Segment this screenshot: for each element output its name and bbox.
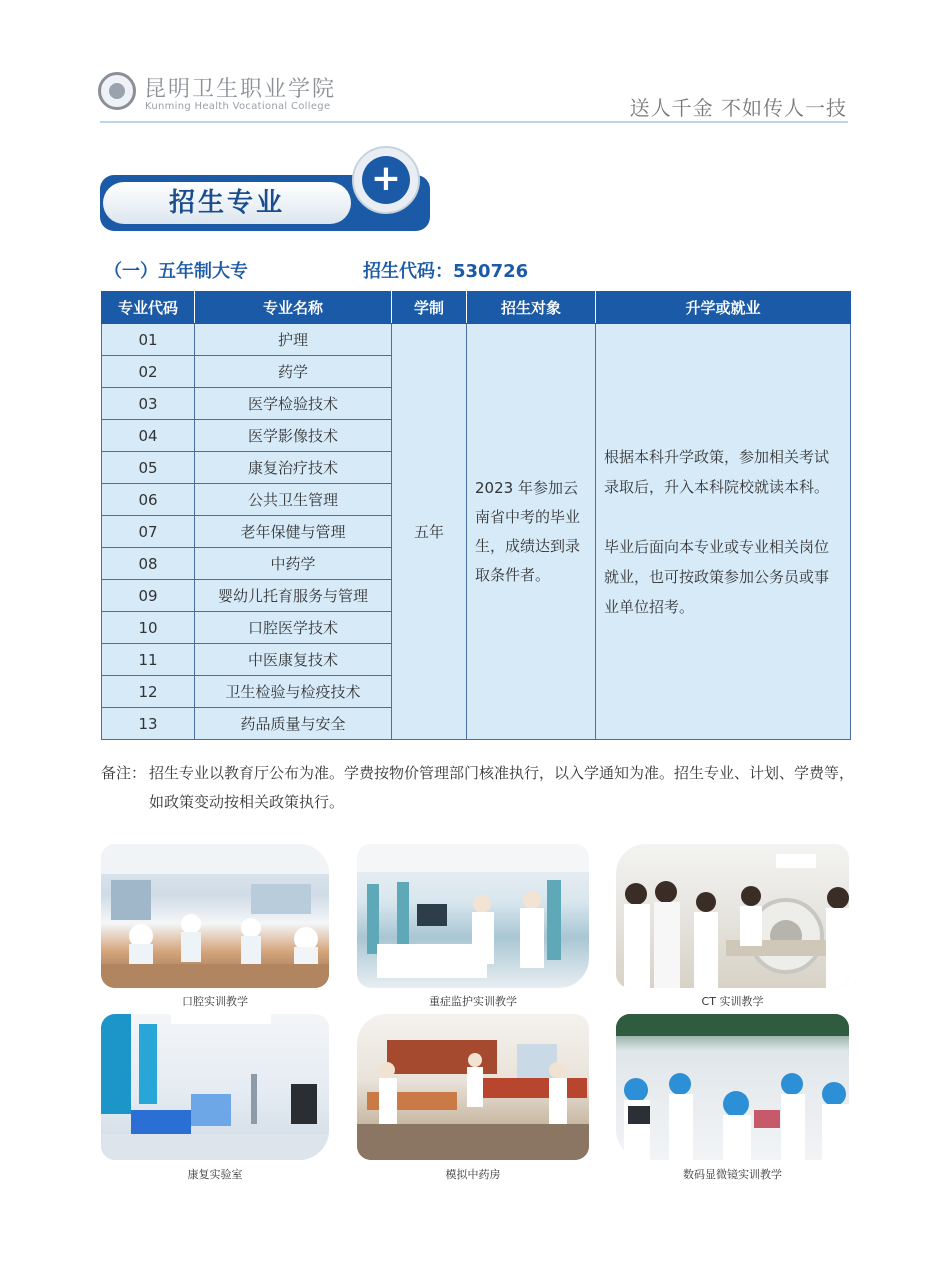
major-code: 06 [102,484,195,516]
major-code: 12 [102,676,195,708]
photo-ct-training [616,844,849,988]
photo-caption: 模拟中药房 [445,1168,501,1181]
plus-icon: + [362,156,410,204]
program-type: （一）五年制大专 [104,261,248,282]
school-name-cn: 昆明卫生职业学院 [144,77,337,102]
footnote [101,759,861,817]
photo-caption: 康复实验室 [187,1168,243,1181]
major-name: 老年保健与管理 [195,516,392,548]
major-name: 康复治疗技术 [195,452,392,484]
career-text-1: 根据本科升学政策，参加相关考试录取后，升入本科院校就读本科。 [604,447,830,496]
photo-caption: 数码显微镜实训教学 [683,1168,782,1181]
footnote-label: 备注： [101,764,147,782]
photo-microscope-training [616,1014,849,1160]
motto: 送人千金 不如传人一技 [629,96,847,120]
major-name: 护理 [195,324,392,356]
major-name: 中药学 [195,548,392,580]
major-name: 药学 [195,356,392,388]
photo-pharmacy-sim [357,1014,589,1160]
target-cell: 2023 年参加云南省中考的毕业生，成绩达到录取条件者。 [467,324,596,740]
major-code: 13 [102,708,195,740]
major-code: 08 [102,548,195,580]
section-title: 招生专业 [168,188,285,218]
majors-table [101,291,851,740]
school-name-en: Kunming Health Vocational College [145,101,331,112]
footnote-text: 招生专业以教育厅公布为准。学费按物价管理部门核准执行，以入学通知为准。招生专业、计划、学费等，如政策变动按相关政策执行。 [149,764,855,811]
header-career: 升学或就业 [596,292,851,324]
major-code: 03 [102,388,195,420]
major-code: 04 [102,420,195,452]
major-name: 药品质量与安全 [195,708,392,740]
photo-caption: 重症监护实训教学 [429,995,517,1008]
major-name: 口腔医学技术 [195,612,392,644]
header-duration: 学制 [392,292,467,324]
duration-cell: 五年 [392,324,467,740]
college-logo [98,72,136,110]
header-name: 专业名称 [195,292,392,324]
header-divider [100,121,848,123]
photo-icu-training [357,844,589,988]
photo-rehab-lab [101,1014,329,1160]
major-code: 10 [102,612,195,644]
major-name: 医学影像技术 [195,420,392,452]
major-name: 医学检验技术 [195,388,392,420]
major-name: 中医康复技术 [195,644,392,676]
major-code: 05 [102,452,195,484]
major-code: 01 [102,324,195,356]
photo-dental-training [101,844,329,988]
table-row [102,324,851,356]
career-cell [596,324,851,740]
major-name: 婴幼儿托育服务与管理 [195,580,392,612]
header-code: 专业代码 [102,292,195,324]
major-code: 07 [102,516,195,548]
photo-caption: CT 实训教学 [701,995,764,1008]
enrollment-code: 招生代码：530726 [363,261,529,282]
major-name: 公共卫生管理 [195,484,392,516]
career-text-2: 毕业后面向本专业或专业相关岗位就业，也可按政策参加公务员或事业单位招考。 [604,537,830,616]
major-code: 09 [102,580,195,612]
major-code: 02 [102,356,195,388]
table-header-row [102,292,851,324]
photo-caption: 口腔实训教学 [182,995,248,1008]
major-name: 卫生检验与检疫技术 [195,676,392,708]
major-code: 11 [102,644,195,676]
header-target: 招生对象 [467,292,596,324]
